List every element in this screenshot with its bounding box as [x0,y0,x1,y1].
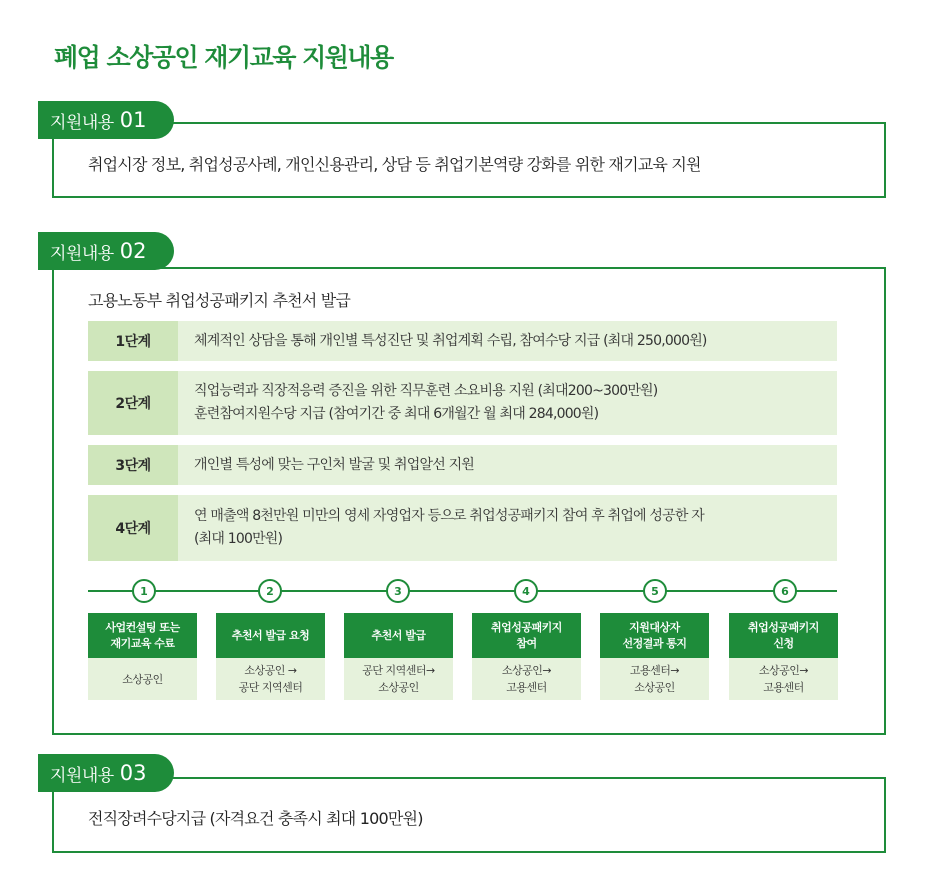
step-label-4: 4단계 [88,495,178,561]
step-desc-4-line-2: (최대 100만원) [194,531,283,547]
process-step-5-actor: 고용센터→ 소상공인 [600,658,709,700]
step-desc-1 [178,321,837,361]
section-02-tab-number: 02 [119,239,147,263]
page-title: 폐업 소상공인 재기교육 지원내용 [54,43,393,72]
process-step-2-circle: 2 [258,579,282,603]
process-step-4-title: 취업성공패키지 참여 [472,613,581,658]
section-01-tab-number: 01 [119,108,147,132]
step-row-4 [88,495,837,561]
section-03-tab-number: 03 [119,761,147,785]
process-step-2-title: 추천서 발급 요청 [216,613,325,658]
step-label-1: 1단계 [88,321,178,361]
process-step-4-actor: 소상공인→ 고용센터 [472,658,581,700]
section-03-text: 전직장려수당지급 (자격요건 충족시 최대 100만원) [88,809,423,828]
process-step-1-actor: 소상공인 [88,658,197,700]
step-desc-2 [178,371,837,435]
process-step-2-actor: 소상공인 → 공단 지역센터 [216,658,325,700]
process-step-6-circle: 6 [773,579,797,603]
step-desc-2-line-1: 직업능력과 직장적응력 증진을 위한 직무훈련 소요비용 지원 (최대200~300만원) [194,383,658,399]
step-desc-4 [178,495,837,561]
section-01-text: 취업시장 정보, 취업성공사례, 개인신용관리, 상담 등 취업기본역량 강화를 위한 재기교육 지원 [88,155,701,174]
section-03-tab-label: 지원내용 [50,765,114,786]
step-desc-2-line-2: 훈련참여지원수당 지급 (참여기간 중 최대 6개월간 월 최대 284,000원) [194,406,599,422]
section-01-tab-label: 지원내용 [50,112,114,133]
process-step-4-circle: 4 [514,579,538,603]
step-label-2: 2단계 [88,371,178,435]
process-step-3-circle: 3 [386,579,410,603]
process-step-6-title: 취업성공패키지 신청 [729,613,838,658]
process-step-5-title: 지원대상자 선정결과 통지 [600,613,709,658]
process-timeline-line [88,590,837,592]
section-01-tab [38,101,174,139]
step-row-3 [88,445,837,485]
process-step-1-circle: 1 [132,579,156,603]
section-02-tab-label: 지원내용 [50,243,114,264]
step-desc-3 [178,445,837,485]
step-desc-1-line-1: 체계적인 상담을 통해 개인별 특성진단 및 취업계획 수립, 참여수당 지급 (최대 250,000원) [194,332,707,349]
step-desc-4-line-1: 연 매출액 8천만원 미만의 영세 자영업자 등으로 취업성공패키지 참여 후 취업에 성공한 자 [194,508,704,524]
process-step-3-title: 추천서 발급 [344,613,453,658]
step-desc-3-line-1: 개인별 특성에 맞는 구인처 발굴 및 취업알선 지원 [194,456,475,473]
process-step-5-circle: 5 [643,579,667,603]
step-row-1 [88,321,837,361]
process-step-6-actor: 소상공인→ 고용센터 [729,658,838,700]
step-label-3: 3단계 [88,445,178,485]
section-02-heading: 고용노동부 취업성공패키지 추천서 발급 [88,291,351,310]
process-step-1-title: 사업컨설팅 또는 재기교육 수료 [88,613,197,658]
section-02-tab [38,232,174,270]
process-step-3-actor: 공단 지역센터→ 소상공인 [344,658,453,700]
section-03-tab [38,754,174,792]
step-row-2 [88,371,837,435]
